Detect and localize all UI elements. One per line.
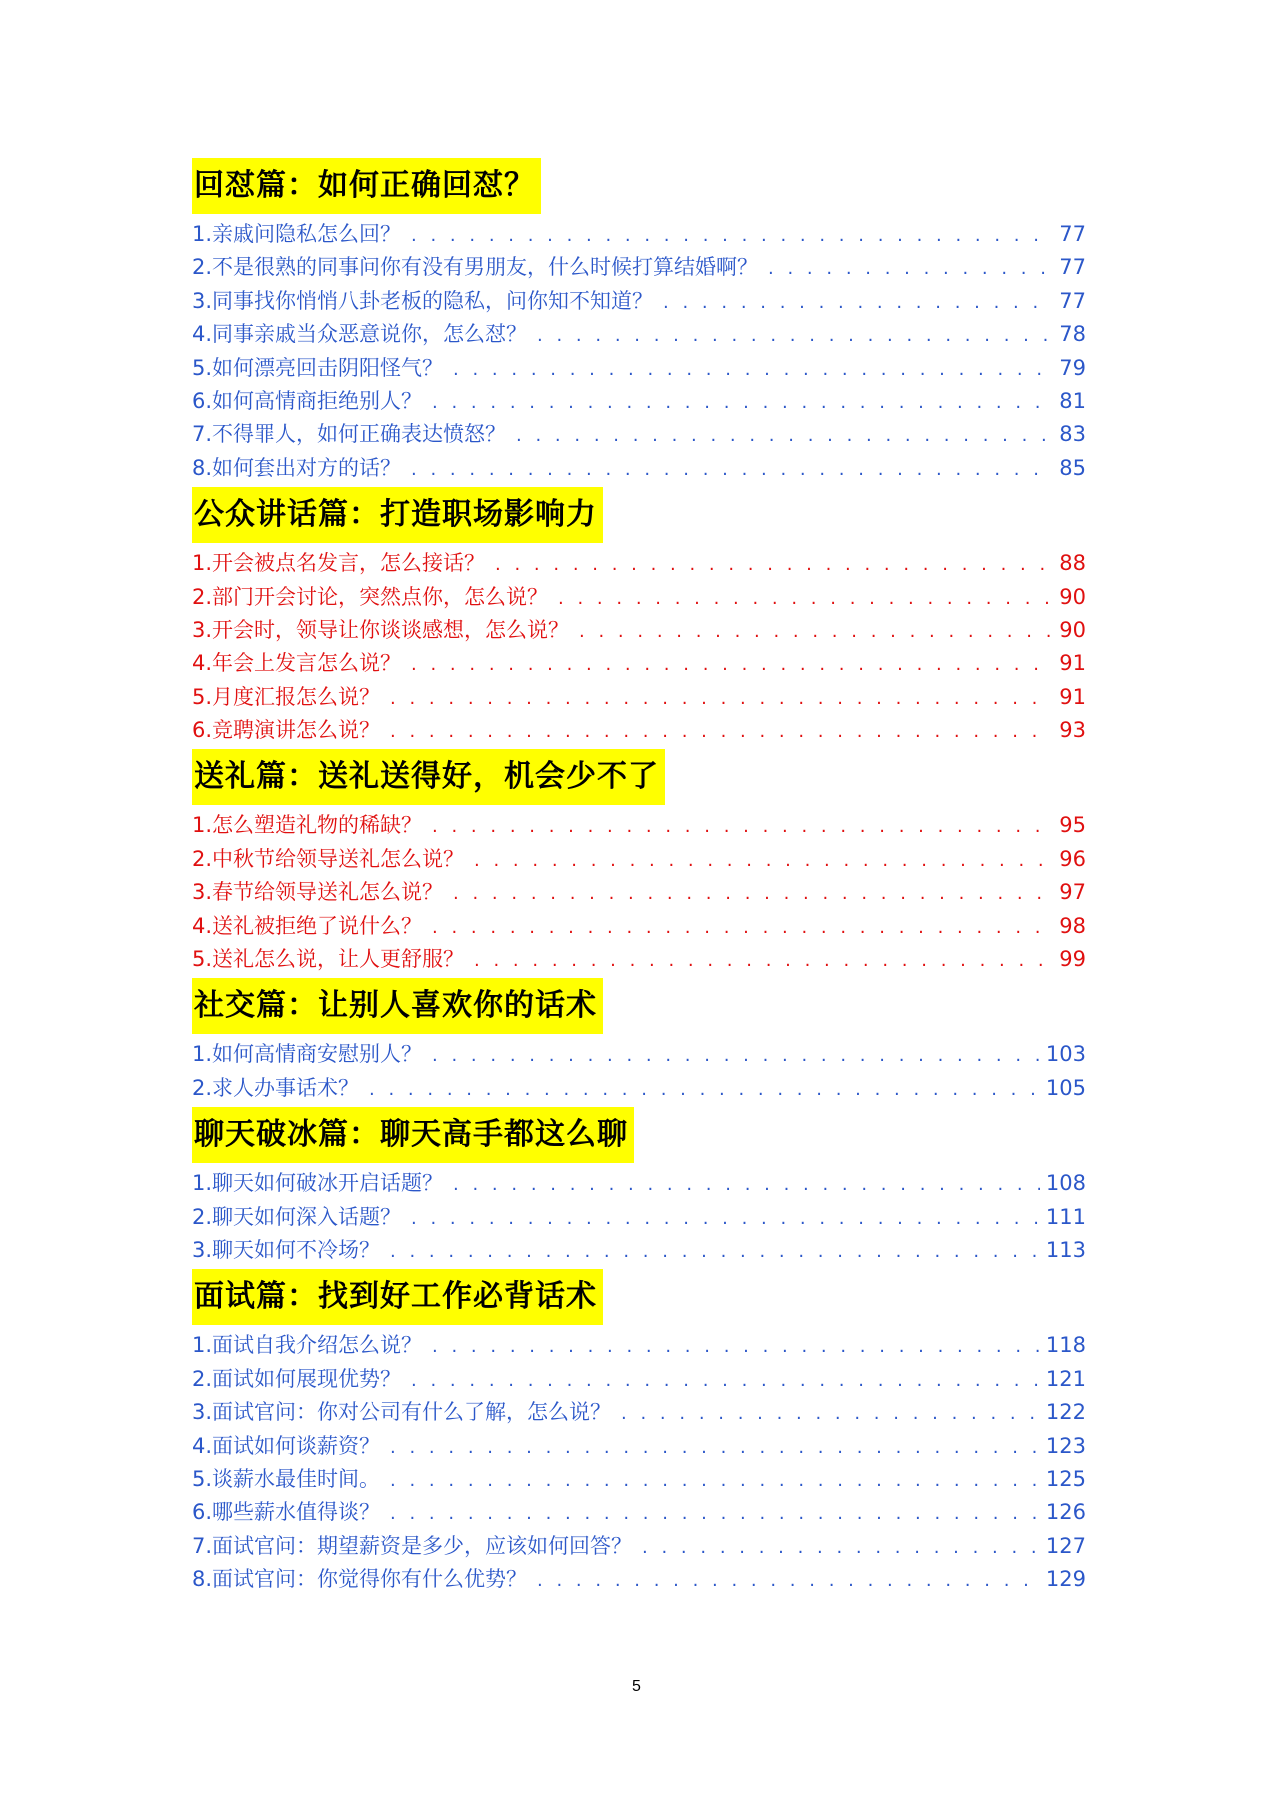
entry-title: 面试如何谈薪资？ [212, 1433, 381, 1458]
entry-title: 送礼怎么说，让人更舒服？ [212, 947, 465, 972]
entry-number: 6. [192, 388, 213, 413]
entry-page: 103 [1045, 1042, 1086, 1067]
toc-entry[interactable] [192, 843, 1086, 876]
entry-title: 谈薪水最佳时间。 [212, 1466, 381, 1491]
entry-number: 4. [192, 1433, 213, 1458]
dot-leader [453, 1168, 1040, 1201]
entry-title: 求人办事话术？ [212, 1075, 360, 1100]
entry-title: 面试官问：期望薪资是多少，应该如何回答？ [212, 1533, 633, 1558]
section-entries [192, 218, 1086, 485]
toc-entry[interactable] [192, 1463, 1086, 1496]
entry-page: 122 [1045, 1400, 1086, 1425]
entry-number: 4. [192, 913, 213, 938]
dot-leader [390, 682, 1050, 715]
entry-number: 1. [192, 1171, 213, 1196]
entry-number: 1. [192, 813, 213, 838]
entry-page: 127 [1045, 1533, 1086, 1558]
entry-number: 3. [192, 1237, 213, 1262]
entry-page: 98 [1059, 913, 1086, 938]
page-number: 5 [632, 1678, 641, 1695]
entry-title: 竞聘演讲怎么说？ [212, 718, 381, 743]
entry-title: 聊天如何破冰开启话题？ [212, 1171, 444, 1196]
entry-page: 77 [1059, 255, 1086, 280]
entry-page: 93 [1059, 718, 1086, 743]
toc-entry[interactable] [192, 681, 1086, 714]
entry-number: 3. [192, 617, 213, 642]
table-of-contents [192, 158, 1086, 1599]
entry-number: 7. [192, 1533, 213, 1558]
entry-title: 送礼被拒绝了说什么？ [212, 913, 423, 938]
toc-entry[interactable] [192, 1234, 1086, 1267]
toc-entry[interactable] [192, 614, 1086, 647]
entry-page: 113 [1045, 1237, 1086, 1262]
entry-number: 2. [192, 1366, 213, 1391]
dot-leader [432, 1330, 1040, 1363]
dot-leader [411, 453, 1050, 486]
entry-page: 90 [1059, 617, 1086, 642]
toc-entry[interactable] [192, 1563, 1086, 1596]
entry-title: 同事亲戚当众恶意说你，怎么怼？ [212, 322, 528, 347]
dot-leader [411, 219, 1050, 252]
dot-leader [390, 715, 1050, 748]
entry-title: 如何套出对方的话？ [212, 455, 402, 480]
section-heading: 聊天破冰篇：聊天高手都这么聊 [192, 1107, 634, 1163]
toc-entry[interactable] [192, 876, 1086, 909]
toc-entry[interactable] [192, 1363, 1086, 1396]
toc-entry[interactable] [192, 581, 1086, 614]
toc-entry[interactable] [192, 809, 1086, 842]
toc-entry[interactable] [192, 1072, 1086, 1105]
dot-leader [663, 286, 1050, 319]
entry-title: 春节给领导送礼怎么说？ [212, 880, 444, 905]
toc-entry[interactable] [192, 1430, 1086, 1463]
entry-page: 83 [1059, 422, 1086, 447]
entry-page: 105 [1045, 1075, 1086, 1100]
section-entries [192, 1329, 1086, 1596]
dot-leader [432, 386, 1050, 419]
dot-leader [537, 319, 1050, 352]
entry-page: 90 [1059, 584, 1086, 609]
entry-number: 5. [192, 684, 213, 709]
entry-page: 118 [1045, 1333, 1086, 1358]
entry-number: 5. [192, 947, 213, 972]
dot-leader [432, 810, 1050, 843]
dot-leader [474, 944, 1050, 977]
entry-page: 77 [1059, 222, 1086, 246]
toc-section [192, 749, 1086, 976]
entry-page: 81 [1059, 388, 1086, 413]
entry-page: 97 [1059, 880, 1086, 905]
toc-entry[interactable] [192, 910, 1086, 943]
entry-number: 5. [192, 355, 213, 380]
entry-page: 125 [1045, 1466, 1086, 1491]
section-entries [192, 1038, 1086, 1105]
entry-number: 6. [192, 1500, 213, 1525]
entry-title: 月度汇报怎么说？ [212, 684, 381, 709]
toc-entry[interactable] [192, 1496, 1086, 1529]
dot-leader [432, 911, 1050, 944]
section-heading: 回怼篇：如何正确回怼？ [192, 158, 541, 214]
toc-entry[interactable] [192, 285, 1086, 318]
entry-page: 123 [1045, 1433, 1086, 1458]
toc-section [192, 978, 1086, 1105]
entry-title: 不得罪人，如何正确表达愤怒？ [212, 422, 507, 447]
entry-title: 聊天如何深入话题？ [212, 1204, 402, 1229]
section-entries [192, 547, 1086, 747]
entry-number: 1. [192, 551, 213, 576]
entry-title: 同事找你悄悄八卦老板的隐私，问你知不知道？ [212, 288, 654, 313]
dot-leader [390, 1464, 1040, 1497]
toc-section [192, 1107, 1086, 1267]
entry-page: 108 [1045, 1171, 1086, 1196]
entry-title: 面试自我介绍怎么说？ [212, 1333, 423, 1358]
toc-entry[interactable] [192, 1396, 1086, 1429]
dot-leader [411, 1202, 1040, 1235]
entry-title: 如何漂亮回击阴阳怪气？ [212, 355, 444, 380]
entry-page: 99 [1059, 947, 1086, 972]
entry-number: 5. [192, 1466, 213, 1491]
dot-leader [390, 1431, 1040, 1464]
entry-page: 129 [1045, 1567, 1086, 1592]
toc-entry[interactable] [192, 1038, 1086, 1071]
section-heading: 公众讲话篇：打造职场影响力 [192, 487, 603, 543]
section-heading: 社交篇：让别人喜欢你的话术 [192, 978, 603, 1034]
toc-entry[interactable] [192, 318, 1086, 351]
toc-entry[interactable] [192, 714, 1086, 747]
dot-leader [768, 252, 1050, 285]
dot-leader [453, 353, 1050, 386]
entry-title: 面试官问：你对公司有什么了解，怎么说？ [212, 1400, 612, 1425]
toc-section [192, 158, 1086, 485]
dot-leader [369, 1073, 1040, 1106]
dot-leader [390, 1235, 1040, 1268]
entry-number: 4. [192, 651, 213, 676]
entry-title: 面试如何展现优势？ [212, 1366, 402, 1391]
toc-entry[interactable] [192, 418, 1086, 451]
toc-entry[interactable] [192, 647, 1086, 680]
entry-title: 怎么塑造礼物的稀缺？ [212, 813, 423, 838]
dot-leader [474, 844, 1050, 877]
entry-title: 开会被点名发言，怎么接话？ [212, 551, 486, 576]
toc-entry[interactable] [192, 943, 1086, 976]
dot-leader [642, 1531, 1040, 1564]
entry-page: 126 [1045, 1500, 1086, 1525]
toc-entry[interactable] [192, 452, 1086, 485]
entry-title: 不是很熟的同事问你有没有男朋友，什么时候打算结婚啊？ [212, 255, 759, 280]
entry-page: 111 [1045, 1204, 1086, 1229]
toc-entry[interactable] [192, 1201, 1086, 1234]
entry-page: 96 [1059, 846, 1086, 871]
toc-entry[interactable] [192, 1329, 1086, 1362]
entry-page: 77 [1059, 288, 1086, 313]
dot-leader [537, 1564, 1040, 1597]
entry-number: 3. [192, 288, 213, 313]
entry-page: 85 [1059, 455, 1086, 480]
toc-entry[interactable] [192, 1530, 1086, 1563]
dot-leader [579, 615, 1050, 648]
section-heading: 送礼篇：送礼送得好，机会少不了 [192, 749, 665, 805]
toc-entry[interactable] [192, 547, 1086, 580]
entry-page: 79 [1059, 355, 1086, 380]
entry-number: 6. [192, 718, 213, 743]
dot-leader [495, 548, 1050, 581]
toc-entry[interactable] [192, 251, 1086, 284]
dot-leader [411, 1364, 1040, 1397]
toc-section [192, 487, 1086, 747]
entry-title: 中秋节给领导送礼怎么说？ [212, 846, 465, 871]
toc-entry[interactable] [192, 1167, 1086, 1200]
entry-number: 8. [192, 455, 213, 480]
toc-entry[interactable] [192, 352, 1086, 385]
entry-number: 1. [192, 1333, 213, 1358]
dot-leader [453, 877, 1050, 910]
entry-title: 年会上发言怎么说？ [212, 651, 402, 676]
entry-number: 2. [192, 1204, 213, 1229]
toc-entry[interactable] [192, 218, 1086, 251]
entry-title: 部门开会讨论，突然点你，怎么说？ [212, 584, 549, 609]
entry-number: 2. [192, 846, 213, 871]
entry-number: 4. [192, 322, 213, 347]
entry-page: 78 [1059, 322, 1086, 347]
entry-number: 1. [192, 222, 213, 246]
entry-title: 开会时，领导让你谈谈感想，怎么说？ [212, 617, 570, 642]
entry-number: 2. [192, 255, 213, 280]
toc-section [192, 1269, 1086, 1596]
entry-number: 3. [192, 880, 213, 905]
toc-entry[interactable] [192, 385, 1086, 418]
dot-leader [558, 582, 1050, 615]
entry-page: 91 [1059, 651, 1086, 676]
entry-number: 8. [192, 1567, 213, 1592]
dot-leader [432, 1039, 1040, 1072]
dot-leader [621, 1397, 1040, 1430]
entry-page: 88 [1059, 551, 1086, 576]
section-heading: 面试篇：找到好工作必背话术 [192, 1269, 603, 1325]
dot-leader [390, 1497, 1040, 1530]
dot-leader [516, 419, 1050, 452]
entry-page: 91 [1059, 684, 1086, 709]
entry-number: 2. [192, 584, 213, 609]
entry-title: 聊天如何不冷场？ [212, 1237, 381, 1262]
entry-number: 2. [192, 1075, 213, 1100]
entry-page: 95 [1059, 813, 1086, 838]
section-entries [192, 809, 1086, 976]
entry-title: 如何高情商拒绝别人？ [212, 388, 423, 413]
section-entries [192, 1167, 1086, 1267]
entry-title: 亲戚问隐私怎么回？ [212, 222, 402, 246]
entry-title: 如何高情商安慰别人？ [212, 1042, 423, 1067]
entry-page: 121 [1045, 1366, 1086, 1391]
entry-number: 3. [192, 1400, 213, 1425]
entry-number: 7. [192, 422, 213, 447]
entry-title: 哪些薪水值得谈？ [212, 1500, 381, 1525]
entry-number: 1. [192, 1042, 213, 1067]
dot-leader [411, 648, 1050, 681]
entry-title: 面试官问：你觉得你有什么优势？ [212, 1567, 528, 1592]
